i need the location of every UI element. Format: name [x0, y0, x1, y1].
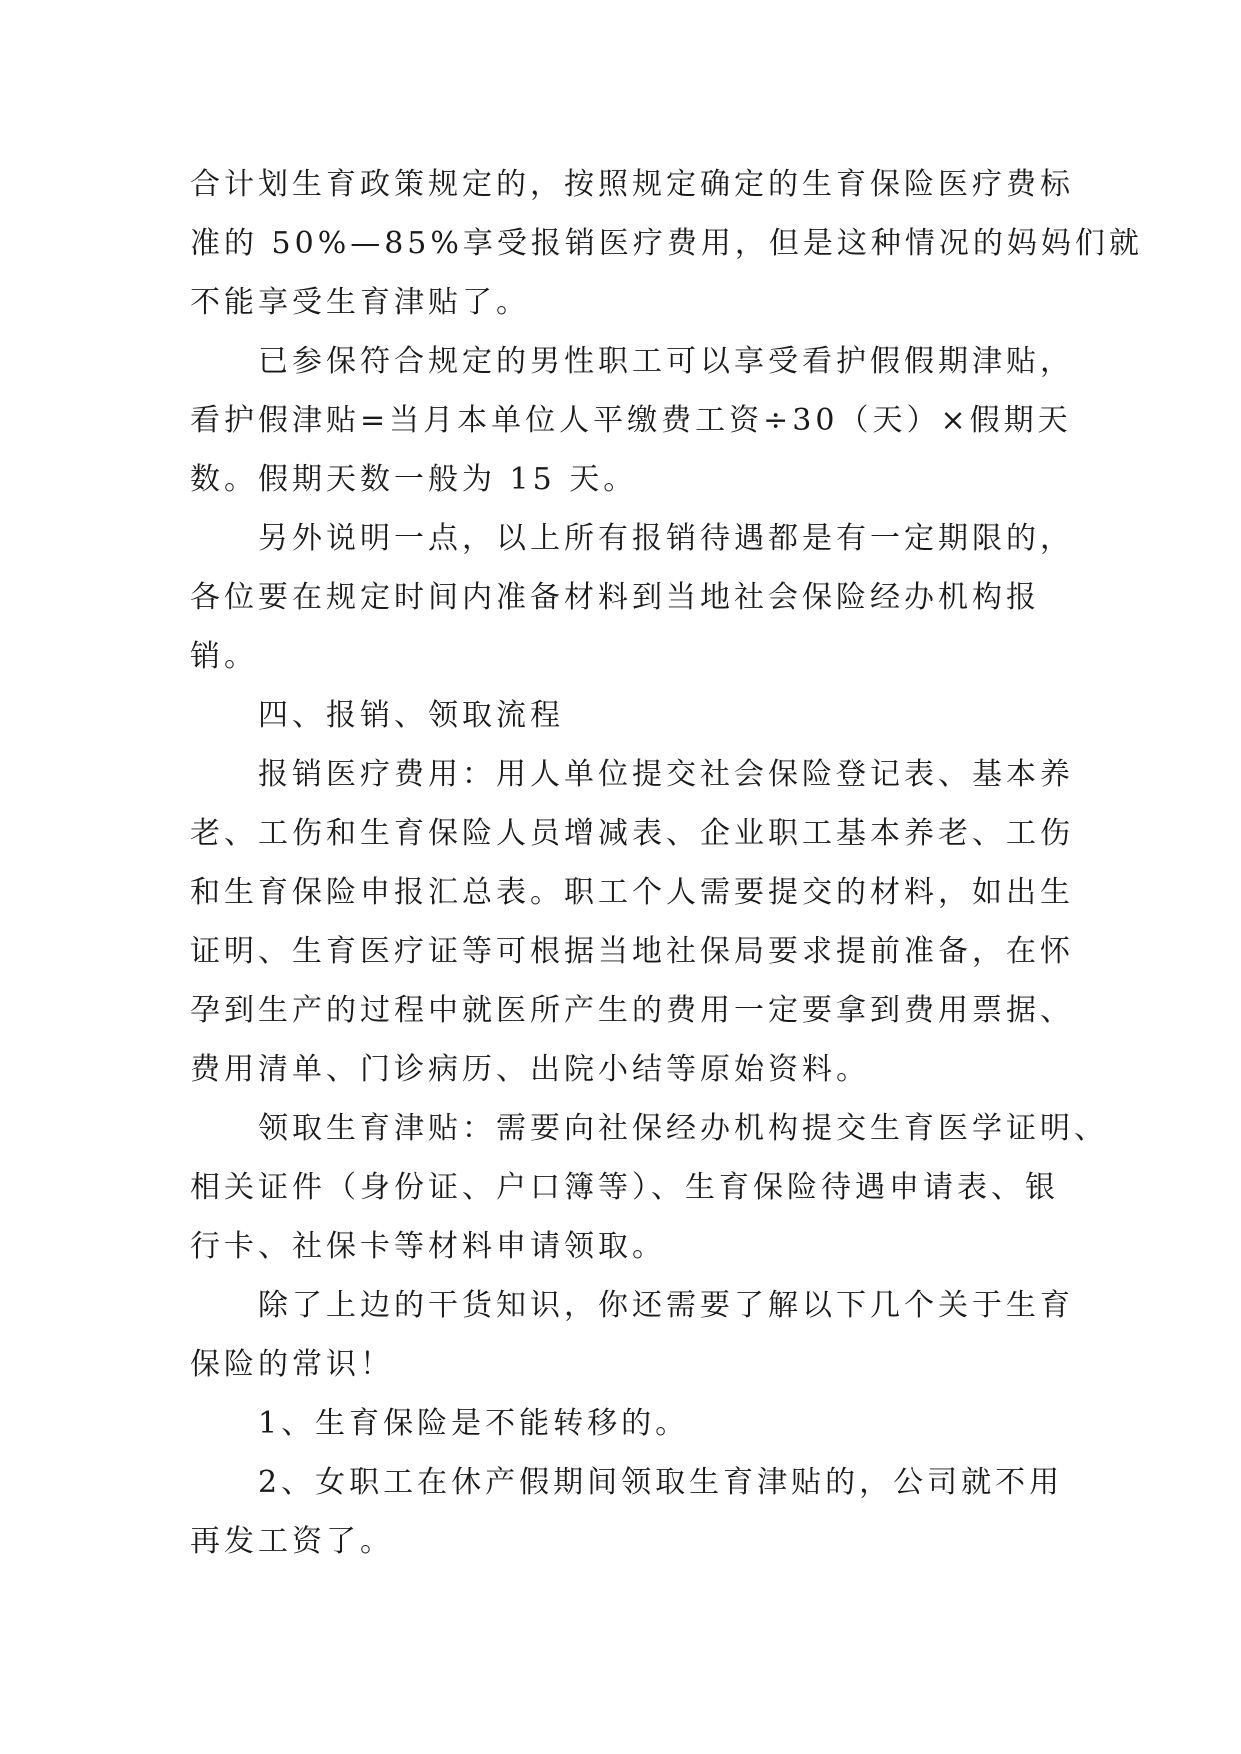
paragraph-start: 报销医疗费用：用人单位提交社会保险登记表、基本养 — [258, 757, 1074, 792]
paragraph-start: 已参保符合规定的男性职工可以享受看护假假期津贴， — [258, 344, 1074, 379]
paragraph-start: 领取生育津贴：需要向社保经办机构提交生育医学证明、 — [258, 1111, 1108, 1146]
paragraph-start: 另外说明一点，以上所有报销待遇都是有一定期限的， — [258, 521, 1074, 556]
text-line: 老、工伤和生育保险人员增减表、企业职工基本养老、工伤 — [190, 816, 1074, 851]
list-item: 1、生育保险是不能转移的。 — [258, 1406, 690, 1441]
text-line: 行卡、社保卡等材料申请领取。 — [190, 1229, 666, 1264]
text-line: 孕到生产的过程中就医所产生的费用一定要拿到费用票据、 — [190, 993, 1074, 1028]
document-body — [190, 155, 1143, 1571]
text-line: 不能享受生育津贴了。 — [190, 285, 530, 320]
text-line: 保险的常识！ — [190, 1347, 394, 1382]
text-line: 相关证件（身份证、户口簿等）、生育保险待遇申请表、银 — [190, 1170, 1059, 1205]
text-line: 费用清单、门诊病历、出院小结等原始资料。 — [190, 1052, 870, 1087]
text-line: 再发工资了。 — [190, 1524, 394, 1559]
section-heading: 四、报销、领取流程 — [258, 698, 564, 733]
text-line: 和生育保险申报汇总表。职工个人需要提交的材料，如出生 — [190, 875, 1074, 910]
text-line: 合计划生育政策规定的，按照规定确定的生育保险医疗费标 — [190, 167, 1074, 202]
text-line: 各位要在规定时间内准备材料到当地社会保险经办机构报 — [190, 580, 1040, 615]
text-line: 证明、生育医疗证等可根据当地社保局要求提前准备，在怀 — [190, 934, 1074, 969]
text-line: 准的 50%—85%享受报销医疗费用，但是这种情况的妈妈们就 — [190, 226, 1143, 261]
paragraph-start: 除了上边的干货知识，你还需要了解以下几个关于生育 — [258, 1288, 1074, 1323]
text-line: 数。假期天数一般为 15 天。 — [190, 462, 638, 497]
text-line: 看护假津贴=当月本单位人平缴费工资÷30（天）×假期天 — [190, 403, 1072, 438]
list-item: 2、女职工在休产假期间领取生育津贴的，公司就不用 — [258, 1465, 1064, 1500]
text-line: 销。 — [190, 639, 258, 674]
